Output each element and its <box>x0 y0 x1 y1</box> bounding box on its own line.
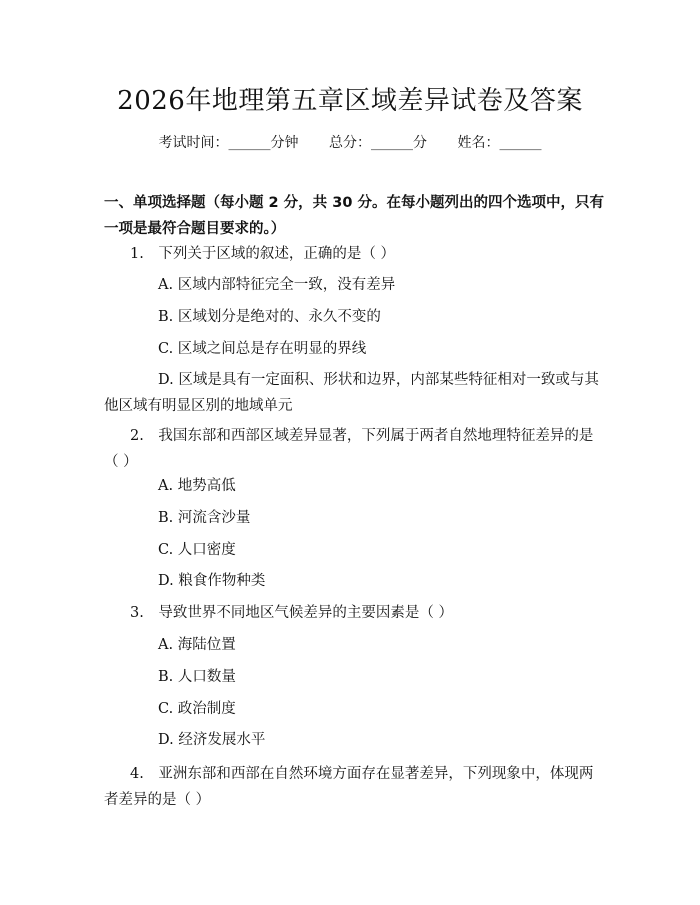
question-1-stem: 1. 下列关于区域的叙述，正确的是（ ） <box>130 246 395 262</box>
student-name-field: 姓名：______ <box>457 135 542 151</box>
section-heading: 一、单项选择题（每小题 2 分，共 30 分。在每小题列出的四个选项中，只有一项是最符合题目要求的。） <box>104 195 604 237</box>
question-1-option-b: B. 区域划分是绝对的、永久不变的 <box>158 309 381 325</box>
question-2-option-a: A. 地势高低 <box>158 478 236 494</box>
question-1-option-d: D. 区域是具有一定面积、形状和边界，内部某些特征相对一致或与其他区域有明显区别的地域单元 <box>104 372 599 414</box>
question-3-option-b: B. 人口数量 <box>158 669 236 685</box>
question-3-option-c: C. 政治制度 <box>158 701 236 717</box>
total-score-field: 总分：______分 <box>329 135 427 151</box>
question-3-stem: 3. 导致世界不同地区气候差异的主要因素是（ ） <box>130 605 453 621</box>
question-1-option-c: C. 区域之间总是存在明显的界线 <box>158 341 367 357</box>
question-3-option-a: A. 海陆位置 <box>158 637 236 653</box>
question-2-option-c: C. 人口密度 <box>158 542 236 558</box>
question-2-option-b: B. 河流含沙量 <box>158 510 251 526</box>
exam-info-line <box>0 132 700 152</box>
question-4-stem: 4. 亚洲东部和西部在自然环境方面存在显著差异，下列现象中，体现两者差异的是（ ） <box>104 766 594 808</box>
page-title: 2026年地理第五章区域差异试卷及答案 <box>117 86 583 116</box>
question-2-option-d: D. 粮食作物种类 <box>158 573 266 589</box>
question-3-option-d: D. 经济发展水平 <box>158 732 266 748</box>
question-2-stem: 2. 我国东部和西部区域差异显著，下列属于两者自然地理特征差异的是（ ） <box>104 428 594 470</box>
question-1-option-a: A. 区域内部特征完全一致，没有差异 <box>158 277 396 293</box>
exam-time-field: 考试时间：______分钟 <box>158 135 299 151</box>
